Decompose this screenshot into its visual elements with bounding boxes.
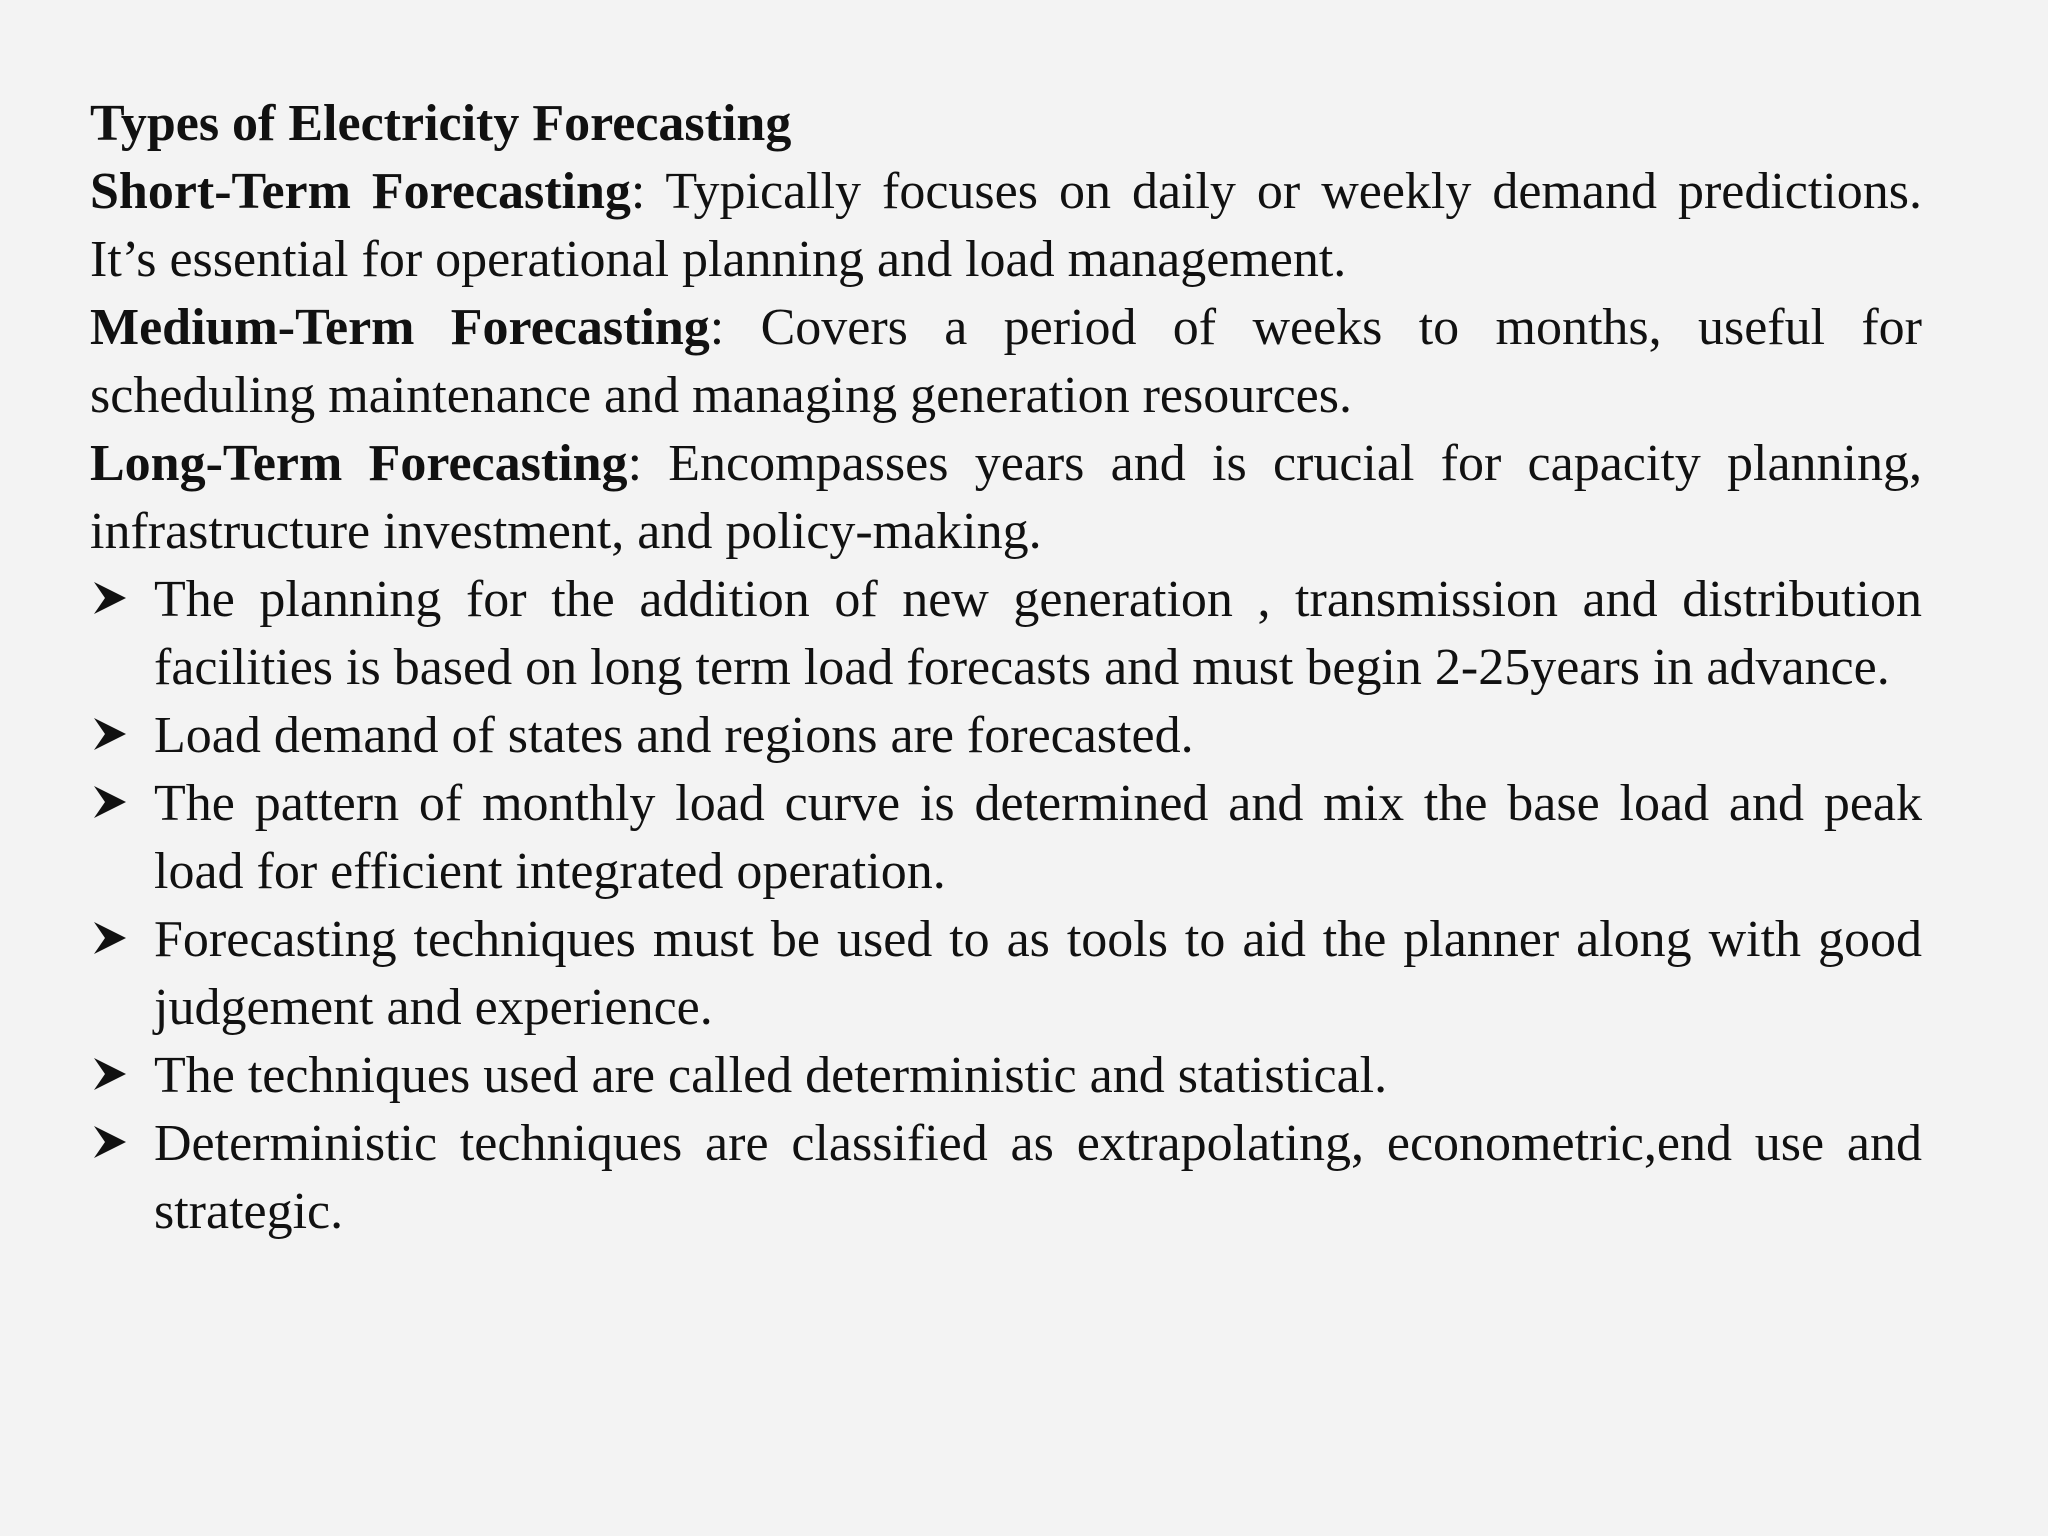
definition-medium-term (90, 294, 1922, 430)
definition-short-term (90, 158, 1922, 294)
bullet-list (90, 566, 1922, 1246)
term-separator: : (627, 435, 643, 492)
bullet-text: Deterministic techniques are classified as extrapolating, econometric,end use and strategic. (154, 1115, 1922, 1240)
slide-content (90, 90, 1922, 1246)
definition-long-term (90, 430, 1922, 566)
term-label: Short-Term Forecasting (90, 163, 631, 220)
bullet-text: Forecasting techniques must be used to as tools to aid the planner along with good judgement and experience. (154, 911, 1922, 1036)
arrowhead-bullet-icon (92, 716, 128, 752)
bullet-item (90, 770, 1922, 906)
bullet-item (90, 702, 1922, 770)
bullet-text: The pattern of monthly load curve is determined and mix the base load and peak load for efficient integrated operation. (154, 775, 1922, 900)
term-separator: : (709, 299, 725, 356)
term-description: Encompasses years and is crucial for capacity planning, infrastructure investment, and policy-making. (90, 435, 1922, 560)
term-label: Long-Term Forecasting (90, 435, 628, 492)
arrowhead-bullet-icon (92, 1124, 128, 1160)
arrowhead-bullet-icon (92, 1056, 128, 1092)
bullet-item (90, 1042, 1922, 1110)
bullet-text: Load demand of states and regions are forecasted. (154, 707, 1194, 764)
term-description: Typically focuses on daily or weekly demand predictions. It’s essential for operational planning and load management. (90, 163, 1922, 288)
term-label: Medium-Term Forecasting (90, 299, 710, 356)
bullet-text: The planning for the addition of new generation , transmission and distribution facilities is based on long term load forecasts and must begin 2-25years in advance. (154, 571, 1922, 696)
bullet-text: The techniques used are called deterministic and statistical. (154, 1047, 1388, 1104)
bullet-item (90, 906, 1922, 1042)
bullet-item (90, 566, 1922, 702)
arrowhead-bullet-icon (92, 920, 128, 956)
term-description: Covers a period of weeks to months, useful for scheduling maintenance and managing generation resources. (90, 299, 1922, 424)
slide-title: Types of Electricity Forecasting (90, 95, 792, 152)
arrowhead-bullet-icon (92, 784, 128, 820)
term-separator: : (630, 163, 646, 220)
bullet-item (90, 1110, 1922, 1246)
arrowhead-bullet-icon (92, 580, 128, 616)
